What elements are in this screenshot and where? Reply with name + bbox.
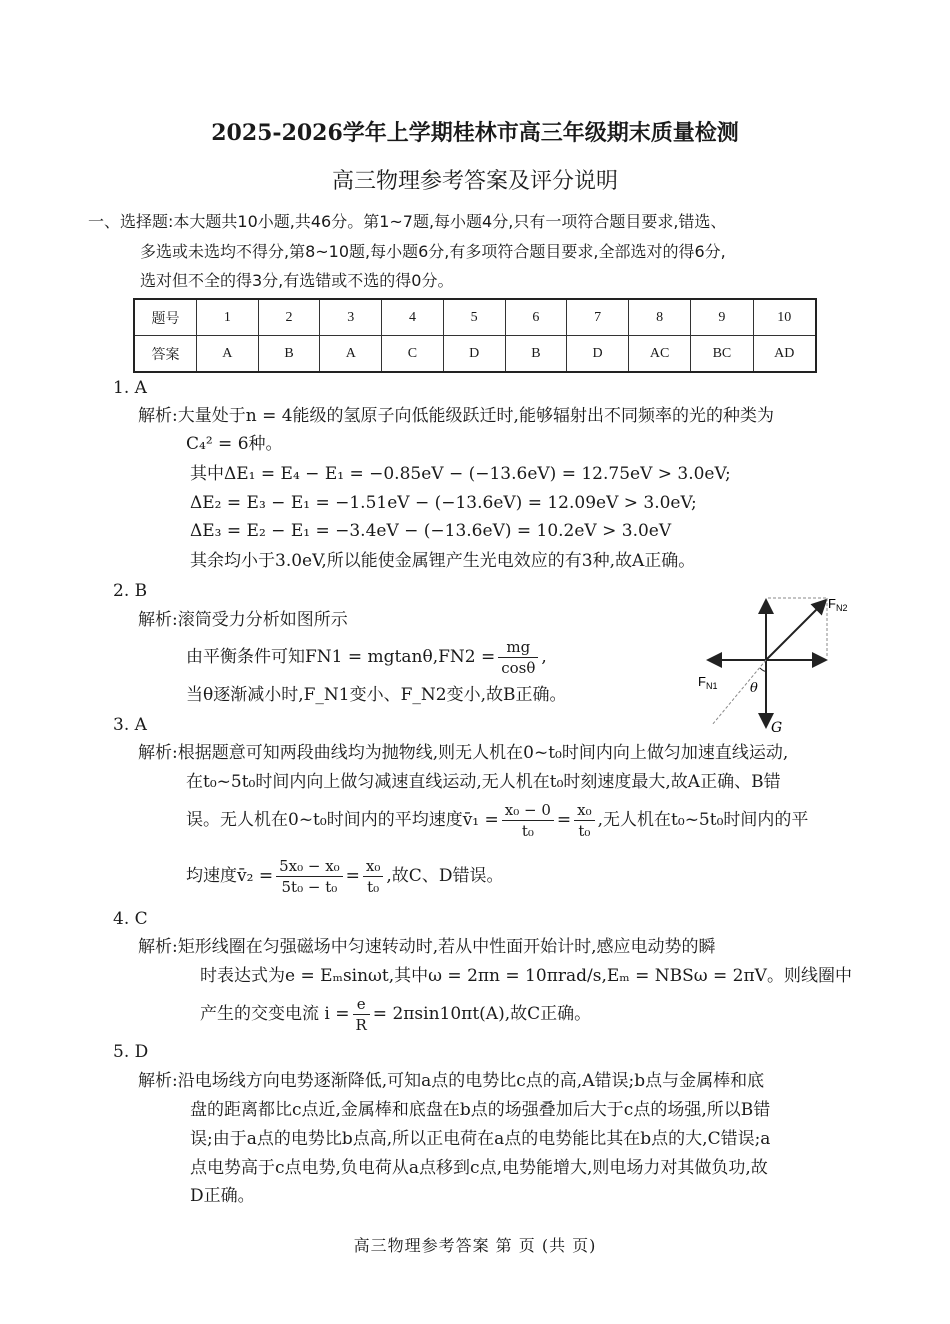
text: 产生的交变电流 i = [200, 1004, 350, 1024]
fn1-label: $F_{N1}$ [698, 674, 718, 691]
section-intro-line: 选对但不全的得3分,有选错或不选的得0分。 [140, 271, 454, 290]
table-cell: 5 [443, 299, 505, 336]
numerator: x₀ [363, 856, 383, 877]
table-cell: C [382, 336, 444, 373]
numerator: mg [498, 637, 538, 658]
q1-analysis-line: ΔE₂ = E₃ − E₁ = −1.51eV − (−13.6eV) = 12.09eV > 3.0eV; [190, 493, 697, 513]
q1-analysis-line: 其余均小于3.0eV,所以能使金属锂产生光电效应的有3种,故A正确。 [190, 551, 696, 571]
dashed-line [712, 660, 766, 725]
document-subtitle: 高三物理参考答案及评分说明 [331, 169, 618, 194]
q3-analysis-line: 解析:根据题意可知两段曲线均为抛物线,则无人机在0~t₀时间内向上做匀加速直线运动, [138, 743, 789, 763]
table-cell: AC [628, 336, 690, 373]
table-cell: B [505, 336, 567, 373]
text: N2 = [449, 647, 496, 667]
denominator: cosθ [501, 659, 536, 677]
q5-analysis-line: D正确。 [190, 1186, 255, 1206]
question-2-answer: 2. B [113, 581, 148, 601]
table-cell: A [320, 336, 382, 373]
table-cell: B [258, 336, 320, 373]
text: N1 = mgtanθ,F [316, 647, 450, 667]
q1-analysis-line: 解析:大量处于n = 4能级的氢原子向低能级跃迁时,能够辐射出不同频率的光的种类为 [138, 406, 774, 426]
q1-analysis-line: 其中ΔE₁ = E₄ − E₁ = −0.85eV − (−13.6eV) = 12.75eV > 3.0eV; [190, 464, 731, 484]
text: 均速度v̄₂ = [186, 866, 274, 886]
theta-label: θ [750, 681, 758, 696]
denominator: t₀ [521, 822, 534, 840]
fraction [498, 637, 538, 678]
section-intro-line: 一、选择题:本大题共10小题,共46分。第1~7题,每小题4分,只有一项符合题目要求,错选、 [88, 212, 727, 231]
question-5-answer: 5. D [113, 1042, 149, 1062]
q5-analysis-line: 解析:沿电场线方向电势逐渐降低,可知a点的电势比c点的高,A错误;b点与金属棒和底 [138, 1071, 765, 1091]
q4-analysis-line: 解析:矩形线圈在匀强磁场中匀速转动时,若从中性面开始计时,感应电动势的瞬 [138, 937, 716, 957]
text: = [556, 810, 572, 830]
fraction [363, 856, 383, 897]
fn2-label: $F_{N2}$ [828, 596, 848, 613]
table-row-numbers [134, 299, 816, 336]
table-cell: 6 [505, 299, 567, 336]
fraction [353, 994, 370, 1035]
numerator: x₀ − 0 [502, 800, 554, 821]
page-footer: 高三物理参考答案 第 页 (共 页) [353, 1236, 597, 1255]
denominator: 5t₀ − t₀ [281, 878, 338, 896]
q1-analysis-line: ΔE₃ = E₂ − E₁ = −3.4eV − (−13.6eV) = 10.2eV > 3.0eV [190, 521, 672, 541]
q3-analysis-line: 在t₀~5t₀时间内向上做匀减速直线运动,无人机在t₀时刻速度最大,故A正确、B错 [186, 772, 781, 792]
question-1-answer: 1. A [113, 378, 147, 398]
fraction [276, 856, 343, 897]
text: 误。无人机在0~t₀时间内的平均速度v̄₁ = [186, 810, 499, 830]
q2-analysis-line: 当θ逐渐减小时,F_N1变小、F_N2变小,故B正确。 [186, 685, 567, 705]
q1-analysis-line: C₄² = 6种。 [186, 434, 283, 454]
numerator: x₀ [574, 800, 594, 821]
table-cell: 9 [691, 299, 753, 336]
question-4-answer: 4. C [113, 909, 148, 929]
table-cell: 1 [196, 299, 258, 336]
q2-analysis-line [186, 635, 547, 679]
table-cell: D [443, 336, 505, 373]
text: ,故C、D错误。 [386, 866, 504, 886]
table-cell: 4 [382, 299, 444, 336]
answer-table [133, 298, 817, 373]
section-intro-line: 多选或未选均不得分,第8~10题,每小题6分,有多项符合题目要求,全部选对的得6分, [140, 242, 726, 261]
fn2-arrow [766, 600, 826, 660]
table-header: 题号 [134, 299, 196, 336]
q3-analysis-line [186, 854, 503, 898]
denominator: t₀ [578, 822, 591, 840]
text: ,无人机在t₀~5t₀时间内的平 [597, 810, 809, 830]
numerator: 5x₀ − x₀ [276, 856, 343, 877]
q5-analysis-line: 误;由于a点的电势比b点高,所以正电荷在a点的电势能比其在b点的大,C错误;a [190, 1129, 771, 1149]
q2-analysis-line: 解析:滚筒受力分析如图所示 [138, 610, 348, 630]
q5-analysis-line: 点电势高于c点电势,负电荷从a点移到c点,电势能增大,则电场力对其做负功,故 [190, 1158, 768, 1178]
question-3-answer: 3. A [113, 715, 147, 735]
text: = 2πsin10πt(A),故C正确。 [372, 1004, 592, 1024]
text: = [345, 866, 360, 886]
denominator: t₀ [367, 878, 380, 896]
table-row-answers [134, 336, 816, 373]
table-cell: D [567, 336, 629, 373]
numerator: e [353, 994, 370, 1015]
q5-analysis-line: 盘的距离都比c点近,金属棒和底盘在b点的场强叠加后大于c点的场强,所以B错 [190, 1100, 771, 1120]
document-title: 2025-2026学年上学期桂林市高三年级期末质量检测 [211, 120, 739, 146]
force-diagram [690, 590, 860, 740]
table-cell: 7 [567, 299, 629, 336]
table-header: 答案 [134, 336, 196, 373]
table-cell: 8 [628, 299, 690, 336]
text: , [541, 647, 547, 667]
fraction [574, 800, 594, 841]
fraction [502, 800, 554, 841]
table-cell: A [196, 336, 258, 373]
text: 由平衡条件可知F [186, 647, 317, 667]
table-cell: BC [691, 336, 753, 373]
denominator: R [355, 1016, 367, 1034]
q3-analysis-line [186, 798, 808, 842]
table-cell: AD [753, 336, 816, 373]
table-cell: 3 [320, 299, 382, 336]
g-label: G [771, 720, 783, 736]
table-cell: 10 [753, 299, 816, 336]
table-cell: 2 [258, 299, 320, 336]
q4-analysis-line: 时表达式为e = Eₘsinωt,其中ω = 2πn = 10πrad/s,Eₘ = NBSω = 2πV。则线圈中 [200, 966, 852, 986]
q4-analysis-line [200, 992, 591, 1036]
